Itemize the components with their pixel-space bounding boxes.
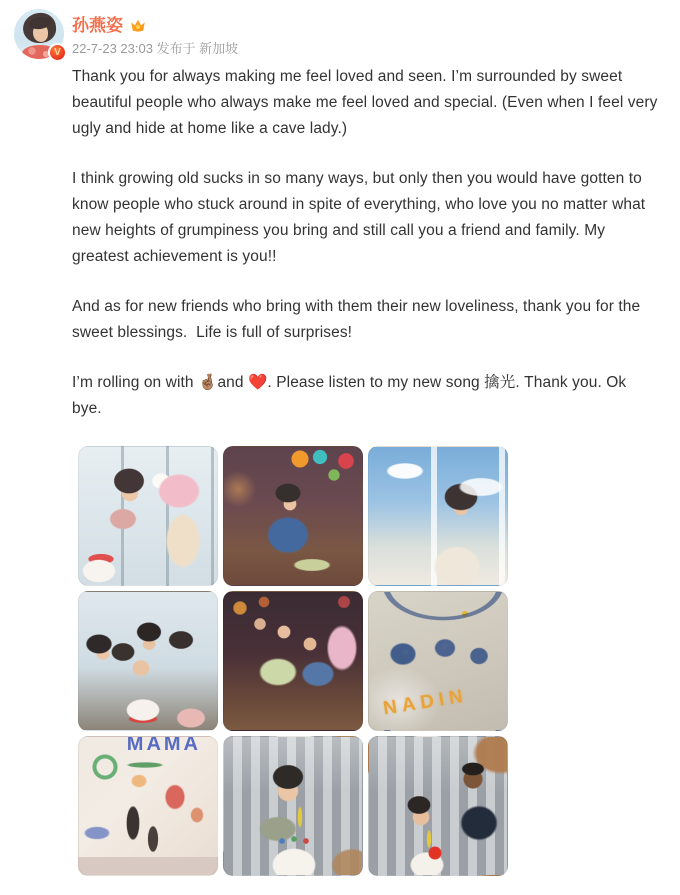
graffiti-mama-text: MAMA — [126, 736, 201, 755]
post-paragraph: And as for new friends who bring with them their new loveliness, thank you for the sweet blessings. Life is full of surprises! — [72, 298, 645, 341]
photo-grid — [78, 446, 508, 876]
photo-6[interactable] — [368, 591, 508, 731]
username[interactable]: 孙燕姿 — [72, 16, 123, 35]
post-body — [72, 64, 660, 422]
photo-8[interactable] — [223, 736, 363, 876]
vip-crown-icon — [129, 17, 147, 35]
verified-badge-icon: V — [48, 43, 67, 62]
post-header — [72, 14, 660, 58]
photo-1[interactable] — [78, 446, 218, 586]
photo-4[interactable] — [78, 591, 218, 731]
photo-2[interactable] — [223, 446, 363, 586]
photo-7[interactable] — [78, 736, 218, 876]
post-paragraph: I think growing old sucks in so many ways, but only then you would have gotten to know people who stuck around in spite of everything, who love you no matter what new heights of grumpiness you bring and still call you a friend and family. My greatest achievement is you!! — [72, 170, 650, 265]
timestamp: 22-7-23 23:03 发布于 新加坡 — [72, 41, 239, 56]
graffiti-name-text: NADIN — [381, 685, 470, 720]
photo-5[interactable] — [223, 591, 363, 731]
photo-9[interactable] — [368, 736, 508, 876]
post-paragraph: Thank you for always making me feel loved and seen. I’m surrounded by sweet beautiful people who always make me feel loved and special. (Even when I feel very ugly and hide at home like a cave lady.) — [72, 68, 662, 137]
avatar[interactable] — [14, 9, 64, 59]
post-paragraph: I’m rolling on with 🤞🏽and ❤️. Please listen to my new song 擒光. Thank you. Ok bye. — [72, 374, 631, 417]
photo-3[interactable] — [368, 446, 508, 586]
